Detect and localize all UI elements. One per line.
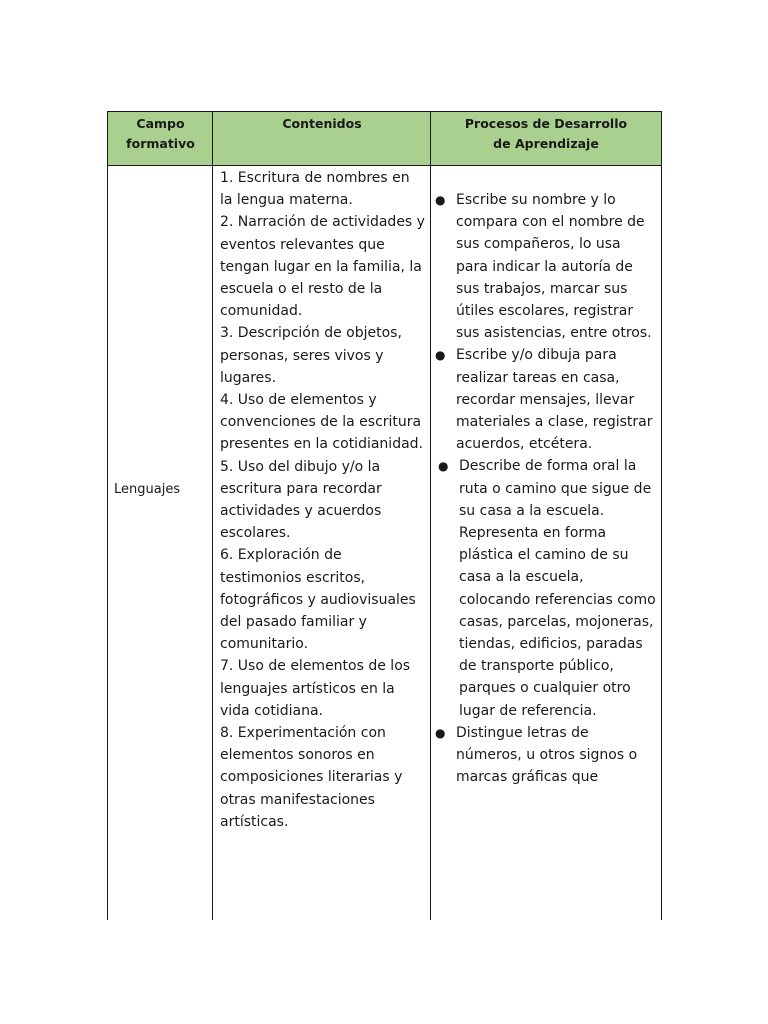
contenido-item: 1. Escritura de nombres en la lengua materna.: [220, 170, 410, 209]
campo-formativo-cell: Lenguajes: [114, 482, 181, 497]
header-campo-text: Campo formativo: [126, 116, 195, 151]
procesos-list: [435, 189, 656, 788]
procesos-cell: [435, 189, 656, 788]
contenido-item: 7. Uso de elementos de los lenguajes artísticos en la vida cotidiana.: [220, 658, 411, 719]
proceso-text: Escribe su nombre y lo compara con el nombre de sus compañeros, lo usa para indicar la autoría de sus trabajos, marcar sus útiles escolares, registrar sus asistencias, entre otros.: [456, 192, 652, 342]
header-divider: [108, 165, 661, 166]
header-procesos-text: Procesos de Desarrollo de Aprendizaje: [464, 116, 628, 151]
proceso-text: Escribe y/o dibuja para realizar tareas en casa, recordar mensajes, llevar materiales a clase, registrar acuerdos, etcétera.: [456, 347, 653, 453]
proceso-item: [438, 455, 656, 721]
header-contenidos-text: Contenidos: [282, 116, 362, 131]
contenido-item: 3. Descripción de objetos, personas, seres vivos y lugares.: [220, 325, 402, 386]
content-table: [107, 111, 662, 920]
column-divider-1: [212, 112, 213, 920]
contenido-item: 4. Uso de elementos y convenciones de la escritura presentes en la cotidianidad.: [220, 392, 423, 453]
contenido-item: 2. Narración de actividades y eventos relevantes que tengan lugar en la familia, la escuela o el resto de la comunidad.: [220, 214, 425, 320]
contenidos-cell: [220, 167, 426, 833]
proceso-item: [435, 189, 656, 344]
bullet-icon: ●: [435, 193, 446, 207]
column-divider-2: [430, 112, 431, 920]
bullet-icon: ●: [438, 459, 449, 474]
proceso-text: Distingue letras de números, u otros signos o marcas gráficas que: [456, 724, 638, 786]
bullet-icon: ●: [435, 348, 446, 363]
proceso-item: [435, 722, 656, 789]
proceso-text: Describe de forma oral la ruta o camino que sigue de su casa a la escuela. Representa en forma plástica el camino de su casa a la escuela, colocando referencias como casas, parcelas, mojoneras, tiendas, edificios, paradas de transporte público, parques o cualquier otro lugar de referencia.: [459, 458, 656, 719]
header-procesos: [431, 112, 661, 166]
bullet-icon: ●: [435, 725, 446, 740]
contenido-item: 5. Uso del dibujo y/o la escritura para recordar actividades y acuerdos escolares.: [220, 458, 382, 542]
contenido-item: 6. Exploración de testimonios escritos, fotográficos y audiovisuales del pasado familiar y comunitario.: [220, 547, 416, 653]
header-contenidos: [213, 112, 431, 166]
proceso-item: [435, 344, 656, 455]
contenido-item: 8. Experimentación con elementos sonoros en composiciones literarias y otras manifestaciones artísticas.: [220, 725, 403, 830]
header-campo-formativo: [108, 112, 213, 166]
